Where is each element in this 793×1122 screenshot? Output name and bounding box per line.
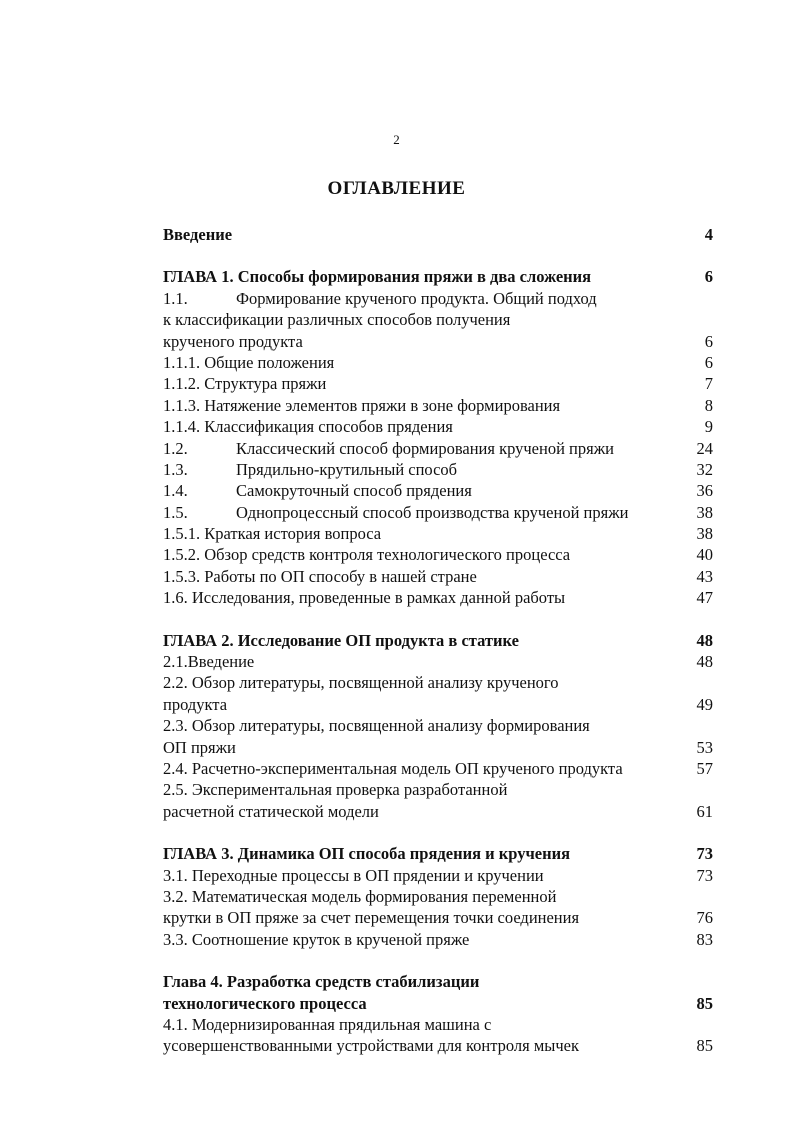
toc-section-gap — [163, 609, 713, 630]
toc-entry-title: 1.6. Исследования, проведенные в рамках данной работы — [163, 588, 566, 608]
toc-entry-text — [163, 502, 628, 523]
toc-entry-title: ГЛАВА 3. Динамика ОП способа прядения и кручения — [163, 844, 571, 864]
toc-page-number: 83 — [696, 929, 713, 949]
toc-entry-title: 1.5.3. Работы по ОП способу в нашей стране — [163, 566, 477, 586]
toc-entry — [163, 971, 713, 992]
toc-entry — [163, 779, 713, 800]
toc-entry — [163, 566, 713, 587]
toc-page-number: 47 — [696, 588, 713, 608]
toc-entry — [163, 672, 713, 693]
toc-page-number: 48 — [696, 652, 713, 672]
toc-entry-number: 1.1. — [163, 288, 188, 308]
toc-page-number: 40 — [696, 545, 713, 565]
toc-entry — [163, 502, 713, 523]
toc-entry-title: 3.3. Соотношение круток в крученой пряже — [163, 929, 470, 949]
toc-page-number: 7 — [704, 374, 713, 394]
toc-entry-title: 1.1.2. Структура пряжи — [163, 374, 327, 394]
toc-entry — [163, 694, 713, 715]
toc-page-number: 38 — [696, 524, 713, 544]
toc-entry-title: 1.5.1. Краткая история вопроса — [163, 524, 382, 544]
toc-page-number: 6 — [704, 352, 713, 372]
toc-entry-title: к классификации различных способов получения — [163, 310, 511, 330]
toc-entry — [163, 438, 713, 459]
toc-entry-title: 1.1.1. Общие положения — [163, 352, 335, 372]
table-of-contents — [163, 224, 713, 1057]
toc-entry — [163, 993, 713, 1014]
toc-page-number: 85 — [696, 1036, 713, 1056]
toc-entry-title: ГЛАВА 1. Способы формирования пряжи в два сложения — [163, 267, 592, 287]
toc-entry-title: 1.1.3. Натяжение элементов пряжи в зоне формирования — [163, 395, 561, 415]
page-title: ОГЛАВЛЕНИЕ — [327, 178, 466, 199]
toc-entry — [163, 630, 713, 651]
toc-entry-title: 1.1.4. Классификация способов прядения — [163, 417, 453, 437]
toc-page-number: 53 — [696, 737, 713, 757]
toc-page-number: 73 — [696, 844, 713, 864]
toc-entry — [163, 288, 713, 309]
toc-entry — [163, 843, 713, 864]
toc-entry — [163, 1035, 713, 1056]
toc-entry — [163, 459, 713, 480]
toc-entry-title: Однопроцессный способ производства крученой пряжи — [236, 502, 629, 522]
toc-section-gap — [163, 950, 713, 971]
toc-entry-title: Глава 4. Разработка средств стабилизации — [163, 972, 480, 992]
toc-entry — [163, 737, 713, 758]
toc-entry — [163, 758, 713, 779]
toc-entry-title: 4.1. Модернизированная прядильная машина с — [163, 1014, 492, 1034]
toc-entry-number: 1.2. — [163, 438, 188, 458]
toc-entry-title: продукта — [163, 694, 228, 714]
toc-entry-text — [163, 288, 597, 309]
toc-section-gap — [163, 245, 713, 266]
toc-entry-title: 2.2. Обзор литературы, посвященной анализу крученого — [163, 673, 559, 693]
toc-entry-number: 1.3. — [163, 459, 188, 479]
toc-entry — [163, 373, 713, 394]
toc-page-number: 73 — [696, 865, 713, 885]
toc-entry-title: 2.4. Расчетно-экспериментальная модель ОП крученого продукта — [163, 758, 623, 778]
toc-entry — [163, 416, 713, 437]
toc-entry-text — [163, 480, 472, 501]
toc-page-number: 8 — [704, 395, 713, 415]
toc-entry-title: 1.5.2. Обзор средств контроля технологического процесса — [163, 545, 571, 565]
toc-entry-title: 3.2. Математическая модель формирования переменной — [163, 886, 557, 906]
toc-page-number: 6 — [704, 331, 713, 351]
toc-page-number: 48 — [696, 630, 713, 650]
toc-page-number: 57 — [696, 758, 713, 778]
toc-page-number: 9 — [704, 417, 713, 437]
toc-entry-number: 1.4. — [163, 481, 188, 501]
toc-page-number: 32 — [696, 459, 713, 479]
toc-entry-title: ОП пряжи — [163, 737, 236, 757]
toc-page-number: 85 — [696, 993, 713, 1013]
toc-page-number: 43 — [696, 566, 713, 586]
toc-entry-title: ГЛАВА 2. Исследование ОП продукта в статике — [163, 630, 519, 650]
toc-entry — [163, 544, 713, 565]
toc-entry-number: 1.5. — [163, 502, 188, 522]
toc-section-gap — [163, 822, 713, 843]
toc-entry-title: технологического процесса — [163, 993, 367, 1013]
toc-entry-title: 2.1.Введение — [163, 652, 255, 672]
toc-entry — [163, 395, 713, 416]
toc-entry-title: Классический способ формирования крученой пряжи — [236, 438, 614, 458]
toc-entry — [163, 801, 713, 822]
toc-entry — [163, 266, 713, 287]
toc-entry-title: Формирование крученого продукта. Общий подход — [236, 288, 597, 308]
toc-entry — [163, 1014, 713, 1035]
toc-entry-title: крученого продукта — [163, 331, 303, 351]
toc-entry-title: Самокруточный способ прядения — [236, 481, 472, 501]
toc-page-number: 6 — [704, 267, 713, 287]
toc-page-number: 4 — [704, 225, 713, 244]
toc-entry — [163, 224, 713, 245]
toc-page-number: 36 — [696, 481, 713, 501]
toc-entry — [163, 715, 713, 736]
toc-page-number: 49 — [696, 694, 713, 714]
toc-entry-title: 2.5. Экспериментальная проверка разработанной — [163, 780, 508, 800]
toc-entry — [163, 480, 713, 501]
toc-entry — [163, 309, 713, 330]
toc-entry — [163, 651, 713, 672]
toc-page-number: 24 — [696, 438, 713, 458]
toc-entry-text — [163, 459, 457, 480]
toc-entry-title: 2.3. Обзор литературы, посвященной анализу формирования — [163, 716, 590, 736]
toc-entry-title: Введение — [163, 225, 233, 244]
toc-page-number: 76 — [696, 908, 713, 928]
toc-entry-title: расчетной статической модели — [163, 801, 379, 821]
toc-entry — [163, 886, 713, 907]
toc-page-number: 38 — [696, 502, 713, 522]
toc-entry-title: крутки в ОП пряже за счет перемещения точки соединения — [163, 908, 580, 928]
toc-entry-title: 3.1. Переходные процессы в ОП прядении и кручении — [163, 865, 544, 885]
page-number: 2 — [393, 132, 400, 147]
toc-entry — [163, 331, 713, 352]
toc-entry — [163, 907, 713, 928]
toc-entry-text — [163, 438, 614, 459]
toc-entry-title: усовершенствованными устройствами для контроля мычек — [163, 1036, 580, 1056]
toc-page-number: 61 — [696, 801, 713, 821]
toc-entry — [163, 587, 713, 608]
toc-entry — [163, 352, 713, 373]
toc-entry — [163, 929, 713, 950]
toc-entry-title: Прядильно-крутильный способ — [236, 459, 458, 479]
toc-entry — [163, 523, 713, 544]
toc-entry — [163, 865, 713, 886]
